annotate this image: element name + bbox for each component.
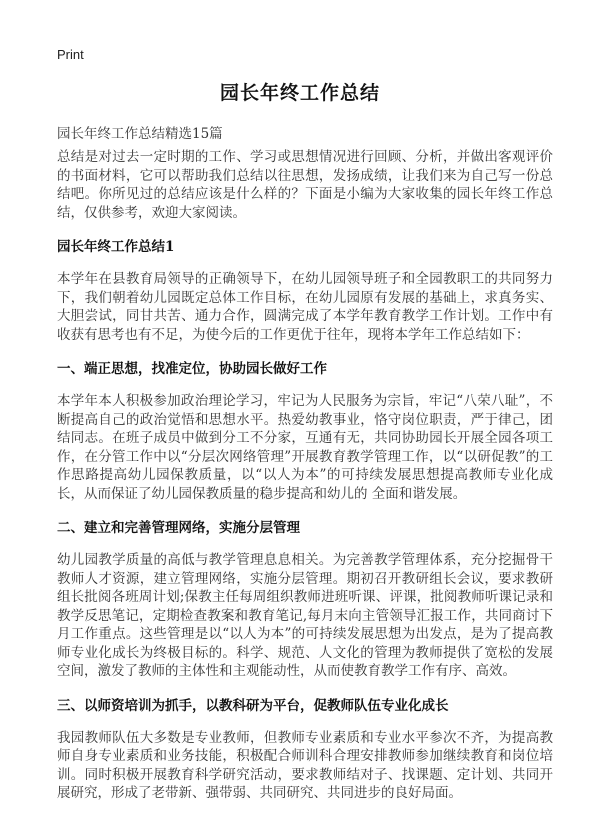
heading-1: 一、端正思想，找准定位，协助园长做好工作	[57, 361, 327, 377]
heading-2: 二、建立和完善管理网络，实施分层管理	[57, 520, 300, 536]
page-title: 园长年终工作总结	[219, 82, 380, 104]
intro-paragraph: 总结是对过去一定时期的工作、学习或思想情况进行回顾、分析，并做出客观评价的书面材料，它可以帮助我们总结以往思想，发扬成绩，让我们来为自己写一份总结吧。你所见过的总结应该是什么样的？下面是小编为大家收集的园长年终工作总结，仅供参考，欢迎大家阅读。	[57, 149, 553, 221]
section-title: 园长年终工作总结1	[57, 239, 175, 255]
article-body	[57, 148, 553, 819]
paragraph-1: 本学年本人积极参加政治理论学习，牢记为人民服务为宗旨，牢记“八荣八耻”，不断提高自己的政治觉悟和思想水平。热爱幼教事业，恪守岗位职责，严于律己，团结同志。在班子成员中做到分工不分家，互通有无，共同协助园长开展全园各项工作，在分管工作中以“分层次网络管理”开展教育教学管理工作，以“以研促教”的工作思路提高幼儿园保教质量，以“以人为本”的可持续发展思想提高教师专业化成长，从而保证了幼儿园保教质量的稳步提高和幼儿的 全面和谐发展。	[57, 393, 553, 502]
heading-3: 三、以师资培训为抓手，以教科研为平台，促教师队伍专业化成长	[57, 697, 449, 714]
section-intro-paragraph: 本学年在县教育局领导的正确领导下，在幼儿园领导班子和全园教职工的共同努力下，我们朝着幼儿园既定总体工作目标，在幼儿园原有发展的基础上，求真务实、大胆尝试，同甘共苦、通力合作，圆满完成了本学年教育教学工作计划。工作中有收获有思考也有不足，为使今后的工作更优于往年，现将本学年工作总结如下：	[57, 271, 553, 343]
paragraph-2: 幼儿园教学质量的高低与教学管理息息相关。为完善教学管理体系，充分挖掘骨干教师人才资源，建立管理网络，实施分层管理。期初召开教研组长会议，要求教研组长批阅各班周计划;保教主任每周组织教师进班听课、评课，批阅教师听课记录和教学反思笔记，定期检查教案和教育笔记,每月末向主管领导汇报工作，共同商讨下月工作重点。这些管理是以“以人为本”的可持续发展思想为出发点，是为了提高教师专业化成长为终极目标的。科学、规范、人文化的管理为教师提供了宽松的发展空间，激发了教师的主体性和主观能动性，从而使教育教学工作有序、高效。	[57, 552, 553, 679]
print-link[interactable]: Print	[57, 47, 84, 62]
article-subtitle: 园长年终工作总结精选15篇	[57, 126, 223, 142]
paragraph-3: 我园教师队伍大多数是专业教师，但教师专业素质和专业水平参次不齐，为提高教师自身专业素质和业务技能，积极配合师训科合理安排教师参加继续教育和岗位培训。同时积极开展教育科学研究活动，要求教师结对子、找课题、定计划、共同开展研究，形成了老带新、强带弱、共同研究、共同进步的良好局面。	[57, 729, 553, 801]
